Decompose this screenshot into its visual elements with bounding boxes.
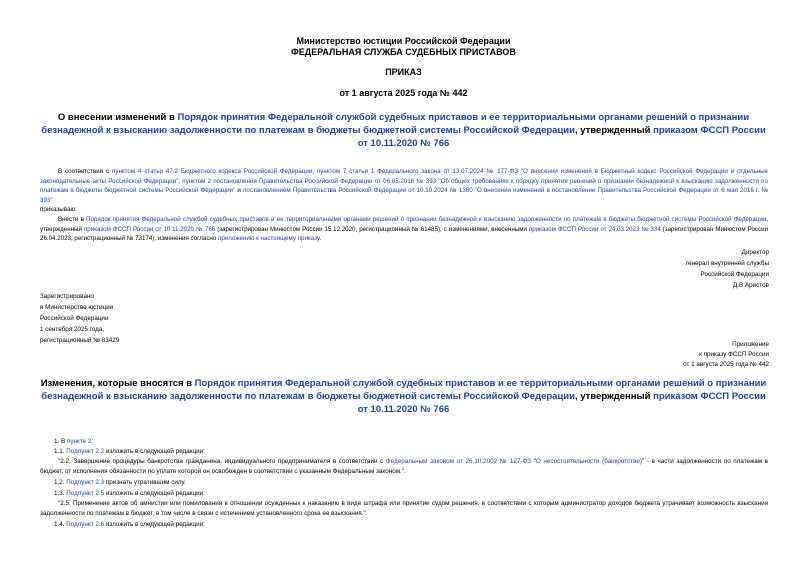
quote-2-2 xyxy=(40,457,768,476)
clause-main xyxy=(40,215,768,244)
item-1-4-suffix: изложить в следующей редакции: xyxy=(104,521,205,528)
registration-line-4: 1 сентября 2025 года, xyxy=(40,326,105,333)
preamble-text-4: и xyxy=(235,187,243,194)
preamble xyxy=(40,167,768,205)
changes-title-middle: , утвержденный xyxy=(574,391,654,402)
preamble-text-2: , xyxy=(312,168,317,175)
signature-name: Д.В.Аристов xyxy=(733,282,769,289)
item-1-1 xyxy=(40,447,768,457)
signature-position: Директор xyxy=(741,249,769,256)
appendix-line-1: Приложение xyxy=(732,341,769,348)
registration-line-3: Российской Федерации xyxy=(40,315,109,322)
item-1-link[interactable]: пункте 2 xyxy=(66,438,92,445)
signature-country: Российской Федерации xyxy=(700,271,769,278)
clause-link-procedure[interactable]: Порядок принятия Федеральной службой судебных приставов и ее территориальными органами решений о признании безнадежной к взысканию задолженности по платежам в бюджеты бюджетной системы Российской Федерации xyxy=(86,216,767,223)
preamble-link-budget-code[interactable]: пунктом 4 статьи 47.2 Бюджетного кодекса Российской Федерации xyxy=(112,168,313,175)
item-1-4 xyxy=(40,520,768,530)
clause-text-5: . xyxy=(319,235,322,242)
order-date-number: от 1 августа 2025 года № 442 xyxy=(339,88,468,98)
ministry-name: Министерство юстиции Российской Федерации xyxy=(296,36,511,46)
quote-2-2-prefix: "2.2. Завершение процедуры банкротства гражданина, индивидуального предпринимателя в соответствии с xyxy=(58,458,386,465)
preamble-link-resolution-393[interactable]: пунктом 2 постановления Правительства Российской Федерации от 06.05.2016 № 393 "Об общих требованиях к порядку принятия решений о признании безнадежной к взысканию задолженности по платежам в бюджеты бюджетной системы Российской Федерации" xyxy=(40,177,768,194)
changes-title-prefix: Изменения, которые вносятся в xyxy=(40,378,195,389)
changes-title xyxy=(40,377,767,416)
item-1 xyxy=(40,437,768,447)
signature-block xyxy=(686,247,769,291)
item-1-1-link[interactable]: Подпункт 2.2 xyxy=(66,448,105,455)
item-1-2-link[interactable]: Подпункт 2.3 xyxy=(66,479,105,486)
item-1-prefix: 1. В xyxy=(54,438,67,445)
item-1-3-link[interactable]: Подпункт 2.5 xyxy=(66,490,105,497)
document-type: ПРИКАЗ xyxy=(385,67,422,77)
item-1-3-suffix: изложить в следующей редакции: xyxy=(104,490,205,497)
signature-rank: генерал внутренней службы xyxy=(685,260,769,267)
orders-word: приказываю: xyxy=(40,206,77,213)
order-title xyxy=(40,111,767,150)
item-1-2 xyxy=(40,478,768,488)
registration-block xyxy=(40,291,119,346)
item-1-4-link[interactable]: Подпункт 2.6 xyxy=(66,521,105,528)
quote-2-2-suffix: " - в части задолженности по платежам в бюджет, от исполнения обязанности по уплате которой он освобожден в соответствии с указанным Федеральным законом.". xyxy=(40,458,768,475)
title-link-order[interactable]: приказом ФССП России от 10.11.2020 № 766 xyxy=(357,125,766,149)
quote-2-2-link-law[interactable]: Федеральным законом от 26.10.2002 № 127-ФЗ xyxy=(385,458,532,465)
item-1-4-prefix: 1.4. xyxy=(54,521,67,528)
quote-2-2-link-bankruptcy[interactable]: О несостоятельности (банкротстве) xyxy=(535,458,642,465)
changes-title-link-procedure[interactable]: Порядок принятия Федеральной службой судебных приставов и ее территориальными органами решений о признании безнадежной к взысканию задолженности по платежам в бюджеты бюджетной системы Российской Федерации xyxy=(41,378,767,402)
quote-2-5: "2.5. Применение актов об амнистии или помилования в отношении осужденных к наказанию в виде штрафа или принятие судом решения, в соответствии с которым администратор доходов бюджета утрачивает возможность взыскания задолженности по платежам в бюджет, в том числе в связи с истечением установленного срока ее взыскания.". xyxy=(40,500,768,517)
clause-text-4: (зарегистрирован Минюстом России 26.04.2023, регистрационный № 73174), изменения согласно xyxy=(40,225,768,242)
appendix-line-2: к приказу ФССП России xyxy=(699,351,769,358)
quote-2-2-mid: " xyxy=(531,458,536,465)
changes-title-link-order[interactable]: приказом ФССП России от 10.11.2020 № 766 xyxy=(357,391,766,415)
clause-link-order-766[interactable]: приказом ФССП России от 10.11.2020 № 766 xyxy=(83,225,216,233)
item-1-3-prefix: 1.3. xyxy=(54,490,67,497)
item-1-suffix: : xyxy=(91,438,94,445)
title-middle: , утвержденный xyxy=(574,125,654,136)
item-1-1-prefix: 1.1. xyxy=(54,448,67,455)
registration-line-2: в Министерстве юстиции xyxy=(40,304,114,311)
clause-text-1: Внести в xyxy=(58,216,87,223)
registration-line-1: Зарегистрировано xyxy=(40,293,94,300)
service-name: ФЕДЕРАЛЬНАЯ СЛУЖБА СУДЕБНЫХ ПРИСТАВОВ xyxy=(291,47,516,57)
clause-text-3: (зарегистрирован Минюстом России 15.12.2020, регистрационный № 61485), с изменениями, внесенными xyxy=(215,225,529,233)
title-prefix: О внесении изменений в xyxy=(57,112,178,123)
preamble-text-3: , xyxy=(178,177,183,185)
clause-text-2: , утвержденный xyxy=(40,216,768,233)
item-1-1-suffix: изложить в следующей редакции: xyxy=(104,448,205,455)
clause-link-appendix[interactable]: приложению к настоящему приказу xyxy=(218,235,320,242)
registration-line-5: регистрационный № 83429 xyxy=(40,337,120,344)
clause-link-order-334[interactable]: приказом ФССП России от 24.03.2023 № 334 xyxy=(528,225,661,233)
item-1-2-prefix: 1.2. xyxy=(54,479,67,486)
item-1-3 xyxy=(40,489,768,499)
preamble-text-1: В соответствии с xyxy=(58,168,112,175)
title-link-procedure[interactable]: Порядок принятия Федеральной службой судебных приставов и ее территориальными органами решений о признании безнадежной к взысканию задолженности по платежам в бюджеты бюджетной системы Российской Федерации xyxy=(41,112,750,136)
preamble-link-federal-law[interactable]: пунктом 7 статьи 1 Федерального закона от 13.07.2024 № 177-ФЗ "О внесении изменений в Бюджетный кодекс Российской Федерации и отдельные законодательные акты Российской Федерации" xyxy=(40,168,768,185)
preamble-link-resolution-1360[interactable]: постановлением Правительства Российской Федерации от 10.10.2024 № 1360 "О внесении изменений в постановление Правительства Российской Федерации от 6 мая 2016 г. № 393" xyxy=(40,187,768,204)
appendix-line-3: от 1 августа 2025 года № 442 xyxy=(683,361,769,368)
appendix-block xyxy=(683,340,769,370)
item-1-2-suffix: признать утратившим силу. xyxy=(104,479,186,486)
